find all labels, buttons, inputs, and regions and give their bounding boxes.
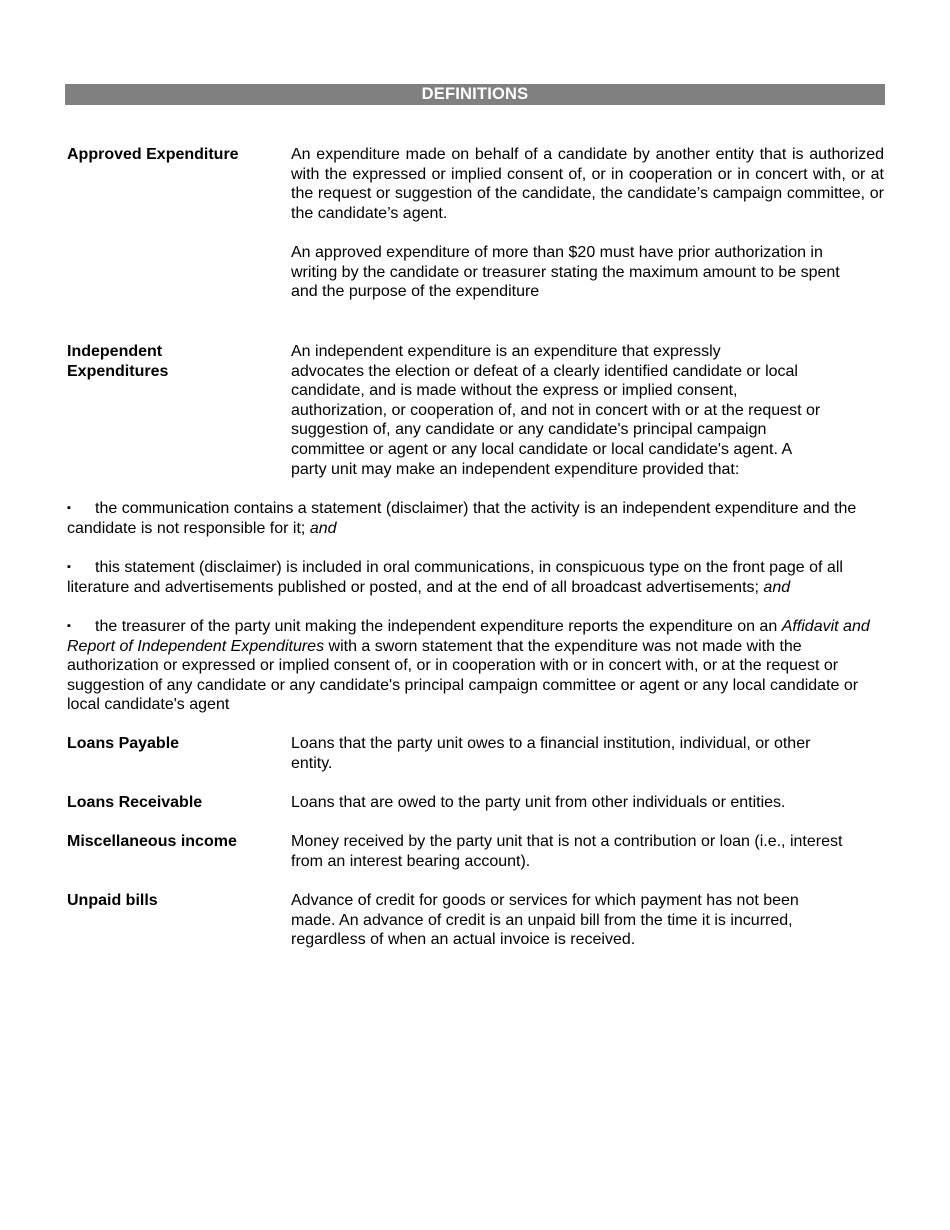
- definition-line: Loans that are owed to the party unit from other individuals or entities.: [291, 794, 786, 811]
- definition-loans-receivable: [291, 793, 884, 813]
- list-item-bullet-1: [67, 499, 885, 538]
- definition-unpaid-bills: [291, 891, 884, 950]
- definition-line: party unit may make an independent expenditure provided that:: [291, 460, 740, 478]
- term-loans-payable: Loans Payable: [67, 735, 180, 752]
- definition-line: writing by the candidate or treasurer stating the maximum amount to be spent: [291, 263, 840, 281]
- definition-approved-expenditure-p2: [291, 243, 884, 302]
- term-miscellaneous-income: Miscellaneous income: [67, 833, 237, 850]
- bullet-square-icon: ▪: [67, 561, 71, 573]
- definition-line: Loans that the party unit owes to a financial institution, individual, or other: [291, 735, 811, 752]
- definition-line: from an interest bearing account).: [291, 852, 531, 870]
- definition-independent-expenditures: [291, 342, 884, 479]
- form-title-italic: Affidavit and Report of Independent Expenditures: [67, 618, 870, 655]
- definition-approved-expenditure-p1: An expenditure made on behalf of a candidate by another entity that is authorized with the expressed or implied consent of, or in cooperation or in concert with, or at the request or suggestion of the candidate, the candidate’s campaign committee, or the candidate’s agent.: [291, 146, 884, 222]
- term-approved-expenditure: Approved Expenditure: [67, 146, 239, 163]
- definition-line: Money received by the party unit that is not a contribution or loan (i.e., interest: [291, 833, 843, 850]
- term-line: Independent: [67, 343, 163, 360]
- bullet-text: the treasurer of the party unit making the independent expenditure reports the expenditure on an: [95, 618, 778, 635]
- definition-line: authorization, or cooperation of, and not in concert with or at the request or: [291, 401, 821, 419]
- bullet-square-icon: ▪: [67, 620, 71, 632]
- bullet-square-icon: ▪: [67, 502, 71, 514]
- bullet-italic-text: and: [763, 578, 791, 596]
- definition-line: committee or agent or any local candidate or local candidate's agent. A: [291, 440, 793, 458]
- list-item-bullet-3: [67, 617, 885, 715]
- term-unpaid-bills: Unpaid bills: [67, 892, 158, 909]
- definition-line: Advance of credit for goods or services for which payment has not been: [291, 892, 799, 909]
- bullet-text: with a sworn statement that the expenditure was not made with the authorization or expressed or implied consent of, or in cooperation with or in concert with, or at the request or suggestion of any candidate or any candidate's principal campaign committee or agent or any local candidate or local candidate's agent: [67, 637, 859, 714]
- term-loans-receivable: Loans Receivable: [67, 794, 203, 811]
- definition-line: An independent expenditure is an expenditure that expressly: [291, 343, 721, 360]
- definition-loans-payable: [291, 734, 884, 773]
- bullet-text: this statement (disclaimer) is included in oral communications, in conspicuous type on the front page of all literature and advertisements published or posted, and at the end of all broadcast advertisements;: [67, 559, 843, 596]
- definition-line: candidate, and is made without the express or implied consent,: [291, 382, 738, 400]
- definition-line: and the purpose of the expenditure: [291, 283, 540, 301]
- definition-line: An approved expenditure of more than $20 must have prior authorization in: [291, 244, 823, 261]
- definition-line: made. An advance of credit is an unpaid bill from the time it is incurred,: [291, 911, 793, 929]
- bullet-text: the communication contains a statement (disclaimer) that the activity is an independent expenditure and the candidate is not responsible for it;: [67, 500, 857, 537]
- definition-line: entity.: [291, 754, 333, 772]
- definition-line: suggestion of, any candidate or any candidate's principal campaign: [291, 421, 767, 439]
- term-line: Expenditures: [67, 362, 169, 380]
- page-title: DEFINITIONS: [65, 84, 885, 105]
- definition-line: advocates the election or defeat of a clearly identified candidate or local: [291, 362, 798, 380]
- list-item-bullet-2: [67, 558, 885, 597]
- term-independent-expenditures: [67, 342, 282, 381]
- bullet-italic-text: and: [309, 519, 337, 537]
- definition-line: regardless of when an actual invoice is received.: [291, 931, 636, 949]
- definition-miscellaneous-income: [291, 832, 884, 871]
